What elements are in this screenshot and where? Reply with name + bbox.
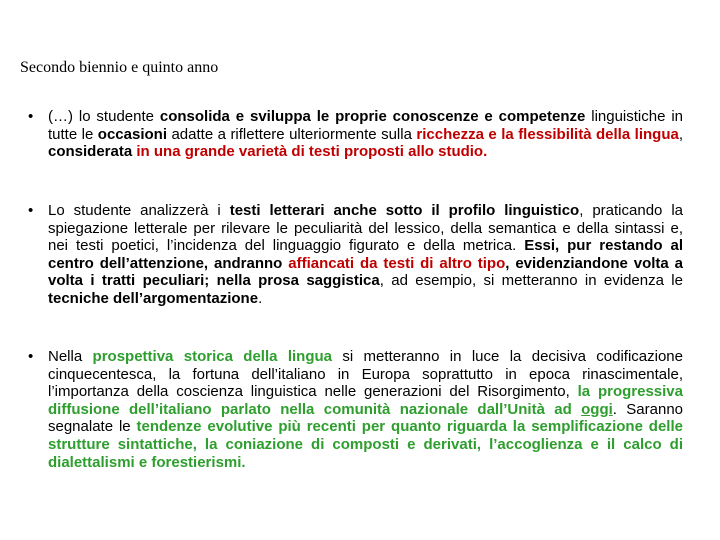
paragraph-2-segment: , praticando la spiegazione letterale per rilevare le peculiarità del lessico, della semantica e della sintassi e, nei testi poetici, l’incidenza del linguaggio figurato e della metrica. bbox=[48, 202, 683, 255]
paragraph-1-segment: ricchezza e la flessibilità della lingua bbox=[416, 125, 679, 143]
bullet-2: • bbox=[28, 202, 34, 219]
paragraph-1-segment: in una grande varietà di testi bbox=[136, 143, 340, 161]
paragraph-1-segment: , bbox=[678, 125, 683, 143]
paragraph-1 bbox=[48, 108, 683, 161]
paragraph-2-segment: Essi, pur restando al centro dell’attenzione, andranno bbox=[48, 237, 684, 272]
paragraph-2-segment: . bbox=[258, 289, 263, 307]
paragraph-2-segment: , ad esempio, si metteranno in evidenza le bbox=[379, 272, 683, 290]
paragraph-3-segment: tendenze evolutive più recenti per quanto riguarda la semplificazione delle strutture sintattiche, la coniazione di composti e derivati, l’accoglienza e il calco di dialettalismi e forestierismi. bbox=[48, 418, 683, 471]
paragraph-2-segment: affiancati da testi di altro tipo bbox=[288, 254, 506, 272]
document-title: Secondo biennio e quinto anno bbox=[20, 59, 219, 76]
paragraph-2-segment: tecniche dell’argomentazione bbox=[48, 289, 259, 307]
paragraph-1-segment: consolida e sviluppa le proprie conoscenze e competenze bbox=[159, 108, 586, 125]
paragraph-1-segment: occasioni bbox=[97, 125, 167, 143]
paragraph-1-segment: proposti allo studio. bbox=[343, 143, 488, 161]
paragraph-3-segment: si metteranno in luce la decisiva codificazione cinquecentesca, la fortuna dell’italiano in Europa soprattutto in epoca rinascimentale, l’importanza della coscienza linguistica nelle generazioni del Risorgimento, bbox=[48, 348, 683, 401]
paragraph-3-segment: la progressiva diffusione dell’italiano parlato nella comunità nazionale dall’Unità ad bbox=[48, 383, 683, 418]
paragraph-1-segment: linguistiche in tutte le bbox=[48, 108, 684, 143]
bullet-1: • bbox=[28, 108, 34, 125]
paragraph-3-segment: oggi bbox=[581, 400, 613, 418]
paragraph-3 bbox=[48, 348, 683, 471]
paragraph-3-segment: . Saranno segnalate le bbox=[48, 400, 683, 436]
paragraph-2-segment: testi letterari anche sotto il profilo linguistico bbox=[229, 202, 580, 219]
paragraph-3-segment: prospettiva storica della lingua bbox=[92, 348, 333, 365]
paragraph-1-segment: (…) lo studente bbox=[48, 108, 160, 125]
bullet-3: • bbox=[28, 348, 34, 365]
paragraph-3-segment: Nella bbox=[48, 348, 93, 365]
paragraph-2-segment: , evidenziandone volta a volta i tratti peculiari; nella prosa saggistica bbox=[48, 254, 684, 290]
paragraph-2-segment: Lo studente analizzerà i bbox=[48, 202, 230, 219]
paragraph-2 bbox=[48, 202, 683, 308]
paragraph-1-segment: adatte a riflettere ulteriormente sulla bbox=[167, 125, 417, 143]
paragraph-1-segment: considerata bbox=[48, 143, 133, 161]
